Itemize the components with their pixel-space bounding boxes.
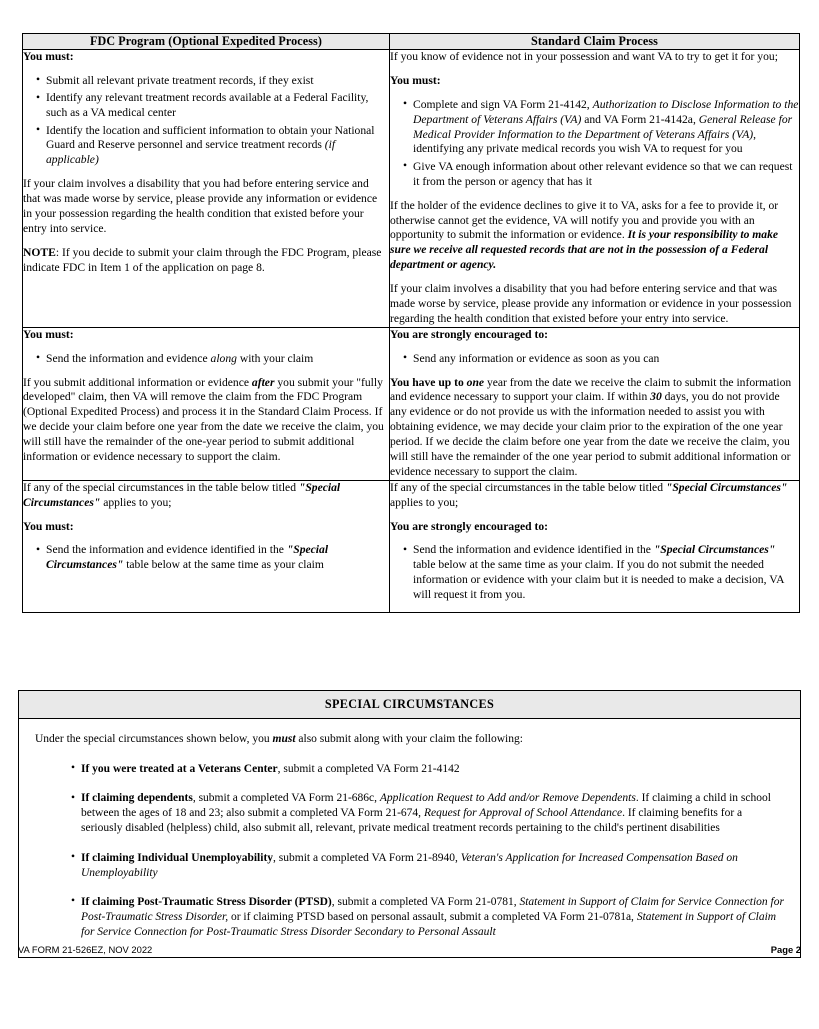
cell-fdc-row2: [23, 327, 390, 480]
table-header-row: [23, 34, 800, 50]
emphasis-30: 30: [650, 390, 662, 404]
list-item-text: and VA Form 21-4142a,: [581, 112, 699, 126]
emphasis-must: must: [272, 733, 296, 745]
list-item: [36, 74, 389, 89]
list-item: [403, 98, 799, 158]
bullet-list: [23, 74, 389, 168]
emphasis-after: after: [251, 375, 275, 389]
emphasis-along: along: [210, 351, 237, 365]
paragraph-additional-evidence: [23, 376, 389, 465]
list-item: [71, 851, 784, 881]
paragraph-preexisting-disability: If your claim involves a disability that you had before entering service and that was made worse by service, please provide any information or evidence in your possession regarding the health condition that existed before your entry into service.: [23, 177, 378, 235]
fdc-vs-standard-comparison-table: [22, 33, 800, 613]
list-item: [36, 91, 389, 121]
table-row: [23, 50, 800, 328]
list-item-text: , identifying any private medical records you wish VA to request for you: [413, 127, 757, 156]
list-item-condition: If claiming Individual Unemployability: [81, 851, 274, 864]
list-item-text: , submit a completed VA Form 21-4142: [277, 762, 460, 775]
list-item-text: table below at the same time as your claim: [123, 558, 324, 572]
paragraph-text: applies to you;: [100, 495, 172, 509]
special-circumstances-intro: [35, 732, 784, 747]
special-circumstances-box: [18, 690, 801, 958]
bullet-list: [390, 352, 799, 367]
cell-standard-row2: [390, 327, 800, 480]
list-item: [36, 352, 389, 367]
list-item-condition: If claiming dependents: [81, 792, 193, 805]
list-item-text: , submit a completed VA Form 21-686c,: [192, 792, 380, 805]
bullet-list: [390, 543, 799, 603]
paragraph-text: applies to you;: [390, 495, 459, 509]
note-label: NOTE: [23, 245, 56, 259]
list-item-text: or if claiming PTSD based on personal assault, submit a completed VA Form 21-0781a,: [228, 911, 637, 924]
table-row: [23, 327, 800, 480]
special-circumstances-title: SPECIAL CIRCUMSTANCES: [19, 691, 800, 719]
list-item: [403, 543, 799, 603]
emphasis-special-circumstances: "Special Circumstances": [653, 543, 776, 557]
emphasis-responsibility: It is your responsibility to make sure we receive all requested records that are not in the possession of a Federal department or agency.: [390, 228, 779, 272]
list-item-condition: If claiming Post-Traumatic Stress Disorder (PTSD): [81, 895, 332, 908]
list-item-text: Send the information and evidence identified in the: [46, 543, 287, 557]
list-item-text: , submit a completed VA Form 21-0781,: [331, 895, 520, 908]
column-header-standard-claim-process: Standard Claim Process: [390, 34, 800, 50]
lead-you-must: You must:: [390, 73, 441, 87]
list-item-text: table below at the same time as your claim. If you do not submit the needed information or evidence with your claim but it is needed to make a decision, VA will request it from you.: [413, 558, 784, 602]
emphasis-special-circumstances: "Special Circumstances": [46, 543, 329, 572]
paragraph-text: days, you do not provide any evidence or do not provide us with the information needed to assist you with obtaining evidence, we may decide your claim prior to the expiration of the one year period. If we decide the claim before one year from the date we receive the claim, you will still have the remainder of the one year period to submit additional information or evidence necessary to support the claim.: [390, 390, 791, 478]
list-item-text: Identify any relevant treatment records available at a Federal Facility, such as a VA medical center: [46, 91, 369, 120]
lead-you-must: You must:: [23, 519, 74, 533]
list-item-condition: If you were treated at a Veterans Center: [81, 762, 278, 775]
paragraph-text: If you submit additional information or evidence: [23, 375, 252, 389]
bullet-list: [23, 543, 389, 573]
emphasis-one: one: [466, 375, 485, 389]
emphasis-you-have-up-to: You have up to: [390, 375, 467, 389]
list-item-text: Send any information or evidence as soon as you can: [413, 351, 660, 365]
cell-standard-row1: [390, 50, 800, 328]
list-item: [71, 895, 784, 941]
cell-fdc-row3: [23, 480, 390, 612]
list-item-text: Give VA enough information about other relevant evidence so that we can request it from the person or agency that has it: [413, 159, 793, 188]
list-item-text: with your claim: [236, 351, 314, 365]
paragraph-text: If any of the special circumstances in the table below titled: [23, 480, 299, 494]
form-title: Statement in Support of Claim for Service Connection for Post-Traumatic Stress Disorder,: [81, 895, 784, 924]
paragraph-holder-of-evidence: [390, 199, 799, 273]
column-header-fdc-program: FDC Program (Optional Expedited Process): [23, 34, 390, 50]
list-item: [71, 791, 784, 837]
form-title-21-4142: Authorization to Disclose Information to the Department of Veterans Affairs (VA): [413, 97, 799, 126]
cell-fdc-row1: [23, 50, 390, 328]
paragraph-text: year from the date we receive the claim to submit the information and evidence necessary to support your claim. If within: [390, 375, 792, 404]
page-footer: [18, 944, 801, 955]
lead-you-must: You must:: [23, 50, 74, 63]
form-title: Statement in Support of Claim for Service Connection for Post-Traumatic Stress Disorder Secondary to Personal Assault: [81, 911, 777, 939]
special-circumstances-list: [35, 762, 784, 941]
list-item: [71, 762, 784, 777]
list-item-text: . If claiming a child in school between the ages of 18 and 23; also submit a completed VA Form 21-674,: [81, 792, 771, 820]
paragraph-one-year-period: [390, 376, 799, 480]
page-number: Page 2: [770, 944, 801, 955]
special-circumstances-body: [19, 719, 800, 957]
list-item-text: Complete and sign VA Form 21-4142,: [413, 97, 593, 111]
paragraph-note: [23, 246, 389, 276]
form-title-21-4142a: General Release for Medical Provider Information to the Department of Veterans Affairs (VA): [413, 112, 793, 141]
paragraph-text: also submit along with your claim the following:: [295, 733, 523, 745]
list-item-text-italic: (if applicable): [46, 138, 336, 167]
note-text: : If you decide to submit your claim through the FDC Program, please indicate FDC in Item 1 of the application on page 8.: [23, 245, 382, 274]
paragraph-preexisting-disability: If your claim involves a disability that you had before entering service and that was made worse by service, please provide any information or evidence in your possession regarding the health condition that existed before your entry into service.: [390, 282, 792, 325]
list-item-text: . If claiming benefits for a seriously disabled (helpless) child, also submit all, relevant, private medical treatment records pertaining to the child's pertinent disabilities: [81, 807, 743, 835]
list-item: [403, 352, 799, 367]
paragraph-intro-evidence: If you know of evidence not in your possession and want VA to try to get it for you;: [390, 50, 778, 63]
cell-standard-row3: [390, 480, 800, 612]
bullet-list: [390, 98, 799, 190]
lead-strongly-encouraged: You are strongly encouraged to:: [390, 519, 549, 533]
form-title: Request for Approval of School Attendance: [423, 807, 623, 820]
paragraph-special-circumstances-ref: [390, 481, 799, 511]
table-row: [23, 480, 800, 612]
list-item-text: Send the information and evidence identified in the: [413, 543, 654, 557]
list-item-text: , submit a completed VA Form 21-8940,: [273, 851, 461, 864]
list-item: [403, 160, 799, 190]
paragraph-text: If any of the special circumstances in the table below titled: [390, 480, 666, 494]
paragraph-special-circumstances-ref: [23, 481, 389, 511]
lead-strongly-encouraged: You are strongly encouraged to:: [390, 327, 549, 341]
list-item-text: Identify the location and sufficient information to obtain your National Guard and Reserve personnel and service treatment records: [46, 123, 375, 152]
emphasis-special-circumstances: "Special Circumstances": [23, 480, 341, 509]
form-title: Veteran's Application for Increased Compensation Based on Unemployability: [81, 851, 738, 879]
list-item-text: Send the information and evidence: [46, 351, 211, 365]
list-item: [36, 124, 389, 169]
paragraph-text: Under the special circumstances shown below, you: [35, 733, 273, 745]
paragraph-text: If the holder of the evidence declines to give it to VA, asks for a fee to provide it, or otherwise cannot get the evidence, VA will notify you and provide you with an opportunity to submit the information or evidence.: [390, 198, 779, 242]
paragraph-text: you submit your "fully developed" claim, then VA will remove the claim from the FDC Program (Optional Expedited Process) and process it in the Standard Claim Process. If we decide your claim before one year from the date we receive the claim, you will still have the remainder of the one-year period to submit additional information or evidence necessary to support the claim.: [23, 375, 384, 463]
list-item: [36, 543, 389, 573]
lead-you-must: You must:: [23, 327, 74, 341]
form-identifier: VA FORM 21-526EZ, NOV 2022: [18, 944, 153, 955]
form-title: Application Request to Add and/or Remove Dependents: [379, 792, 636, 805]
list-item-text: Submit all relevant private treatment records, if they exist: [46, 73, 314, 87]
bullet-list: [23, 352, 389, 367]
emphasis-special-circumstances: "Special Circumstances": [665, 480, 788, 494]
